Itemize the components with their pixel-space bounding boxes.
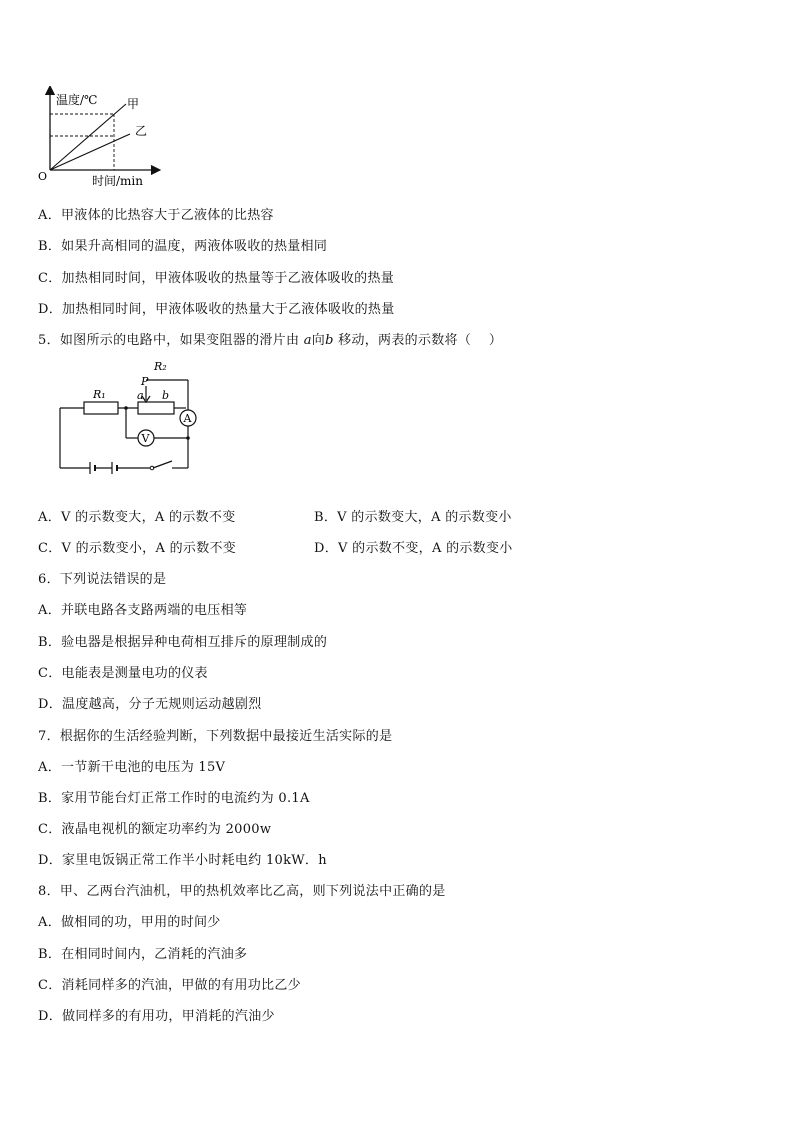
- q6-option-a: A．并联电路各支路两端的电压相等: [38, 603, 248, 618]
- q5-stem-suffix: 移动，两表的示数将（ ）: [338, 333, 503, 348]
- q5-option-a: A．V 的示数变大，A 的示数不变: [38, 510, 236, 525]
- q5-stem-prefix: 5．如图所示的电路中，如果变阻器的滑片由: [38, 333, 300, 348]
- r2-label: R₂: [154, 360, 167, 373]
- q4-option-b: B．如果升高相同的温度，两液体吸收的热量相同: [38, 239, 328, 254]
- graph-line1-label: 甲: [127, 97, 140, 111]
- q7-option-a: A．一节新干电池的电压为 15V: [38, 760, 226, 775]
- a-label: a: [137, 389, 144, 402]
- voltmeter-label: V: [141, 432, 150, 445]
- rheostat-r2: [138, 402, 174, 414]
- q7-stem: 7．根据你的生活经验判断，下列数据中最接近生活实际的是: [38, 729, 393, 744]
- q4-option-d: D．加热相同时间，甲液体吸收的热量大于乙液体吸收的热量: [38, 302, 395, 317]
- q5-stem-mid: 向: [311, 333, 326, 348]
- q8-option-d: D．做同样多的有用功，甲消耗的汽油少: [38, 1009, 275, 1024]
- q6-stem: 6．下列说法错误的是: [38, 572, 167, 587]
- q4-option-c: C．加热相同时间，甲液体吸收的热量等于乙液体吸收的热量: [38, 271, 395, 286]
- q5-option-d: D．V 的示数不变，A 的示数变小: [314, 541, 513, 556]
- q7-option-c: C．液晶电视机的额定功率约为 2000w: [38, 822, 272, 837]
- graph-origin: O: [38, 170, 48, 183]
- line-yi: [50, 134, 130, 170]
- r1-label: R₁: [93, 388, 106, 401]
- ammeter-label: A: [183, 412, 192, 425]
- q5-option-c: C．V 的示数变小，A 的示数不变: [38, 541, 237, 556]
- q7-option-d: D．家里电饭锅正常工作半小时耗电约 10kW．h: [38, 853, 327, 868]
- graph-ylabel: 温度/℃: [56, 93, 98, 107]
- graph-xlabel: 时间/min: [92, 174, 143, 188]
- q6-option-d: D．温度越高，分子无规则运动越剧烈: [38, 697, 262, 712]
- q8-option-a: A．做相同的功，甲用的时间少: [38, 915, 221, 930]
- q5-stem: [38, 333, 502, 349]
- q8-stem: 8．甲、乙两台汽油机，甲的热机效率比乙高，则下列说法中正确的是: [38, 884, 446, 899]
- b-label: b: [162, 389, 170, 402]
- q8-option-b: B．在相同时间内，乙消耗的汽油多: [38, 947, 248, 962]
- q5-stem-b: b: [325, 333, 334, 348]
- temperature-time-graph: [34, 86, 164, 190]
- q8-option-c: C．消耗同样多的汽油，甲做的有用功比乙少: [38, 978, 301, 993]
- resistor-r1: [84, 402, 118, 414]
- q5-option-b: B．V 的示数变大，A 的示数变小: [314, 510, 512, 525]
- graph-line2-label: 乙: [135, 124, 148, 138]
- q4-option-a: A．甲液体的比热容大于乙液体的比热容: [38, 208, 274, 223]
- q7-option-b: B．家用节能台灯正常工作时的电流约为 0.1A: [38, 791, 310, 806]
- q6-option-b: B．验电器是根据异种电荷相互排斥的原理制成的: [38, 635, 328, 650]
- q5-stem-a: a: [303, 333, 312, 348]
- circuit-diagram: [50, 356, 210, 480]
- q6-option-c: C．电能表是测量电功的仪表: [38, 666, 208, 681]
- p-label: P: [141, 375, 149, 388]
